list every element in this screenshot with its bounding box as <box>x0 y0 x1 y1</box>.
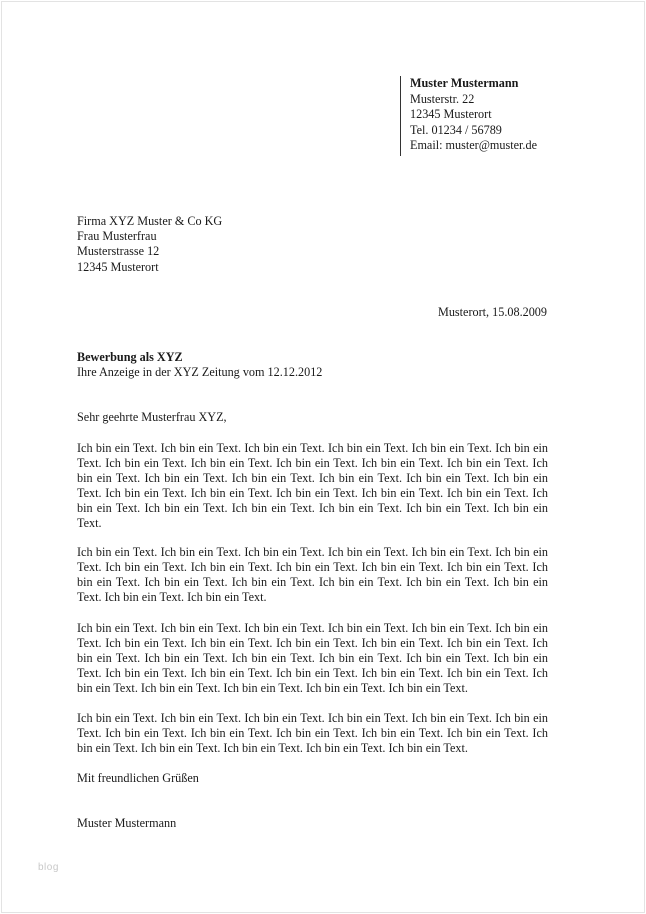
body-paragraph: Ich bin ein Text. Ich bin ein Text. Ich bin ein Text. Ich bin ein Text. Ich bin ein Text. Ich bin ein Text. Ich bin ein Text. Ich bin ein Text. Ich bin ein Text. Ich bin ein Text. Ich bin ein Text. Ich bin ein Text. Ich bin ein Text. Ich bin ein Text. Ich bin ein Text. Ich bin ein Text. Ich bin ein Text. Ich bin ein Text. Ich bin ein Text. <box>77 545 548 604</box>
recipient-block <box>77 214 222 275</box>
letter-date: Musterort, 15.08.2009 <box>437 305 547 319</box>
recipient-street: Musterstrasse 12 <box>77 244 160 259</box>
recipient-city: 12345 Musterort <box>77 259 159 274</box>
subject-block <box>77 350 322 380</box>
watermark: blog <box>38 862 59 873</box>
sender-street: Musterstr. 22 <box>410 91 475 106</box>
body-paragraph: Ich bin ein Text. Ich bin ein Text. Ich bin ein Text. Ich bin ein Text. Ich bin ein Text. Ich bin ein Text. Ich bin ein Text. Ich bin ein Text. Ich bin ein Text. Ich bin ein Text. Ich bin ein Text. Ich bin ein Text. Ich bin ein Text. Ich bin ein Text. Ich bin ein Text. Ich bin ein Text. Ich bin ein Text. Ich bin ein Text. Ich bin ein Text. Ich bin ein Text. Ich bin ein Text. Ich bin ein Text. Ich bin ein Text. Ich bin ein Text. Ich bin ein Text. Ich bin ein Text. Ich bin ein Text. Ich bin ein Text. <box>77 441 548 530</box>
body-paragraph: Ich bin ein Text. Ich bin ein Text. Ich bin ein Text. Ich bin ein Text. Ich bin ein Text. Ich bin ein Text. Ich bin ein Text. Ich bin ein Text. Ich bin ein Text. Ich bin ein Text. Ich bin ein Text. Ich bin ein Text. Ich bin ein Text. Ich bin ein Text. Ich bin ein Text. Ich bin ein Text. Ich bin ein Text. Ich bin ein Text. Ich bin ein Text. Ich bin ein Text. Ich bin ein Text. Ich bin ein Text. Ich bin ein Text. Ich bin ein Text. Ich bin ein Text. Ich bin ein Text. Ich bin ein Text. <box>77 621 548 695</box>
body-paragraph: Ich bin ein Text. Ich bin ein Text. Ich bin ein Text. Ich bin ein Text. Ich bin ein Text. Ich bin ein Text. Ich bin ein Text. Ich bin ein Text. Ich bin ein Text. Ich bin ein Text. Ich bin ein Text. Ich bin ein Text. Ich bin ein Text. Ich bin ein Text. Ich bin ein Text. Ich bin ein Text. <box>77 711 548 755</box>
subject-title: Bewerbung als XYZ <box>77 350 183 364</box>
sender-email: Email: muster@muster.de <box>410 138 537 153</box>
closing: Mit freundlichen Grüßen <box>77 771 199 785</box>
salutation: Sehr geehrte Musterfrau XYZ, <box>77 410 227 424</box>
sender-phone: Tel. 01234 / 56789 <box>410 122 502 137</box>
subject-reference: Ihre Anzeige in der XYZ Zeitung vom 12.12.2012 <box>77 365 323 380</box>
recipient-company: Firma XYZ Muster & Co KG <box>77 214 223 228</box>
sender-city: 12345 Musterort <box>410 107 492 122</box>
sender-name: Muster Mustermann <box>410 76 519 90</box>
sender-block <box>400 76 537 156</box>
recipient-contact: Frau Musterfrau <box>77 229 157 244</box>
signature-name: Muster Mustermann <box>77 816 177 830</box>
